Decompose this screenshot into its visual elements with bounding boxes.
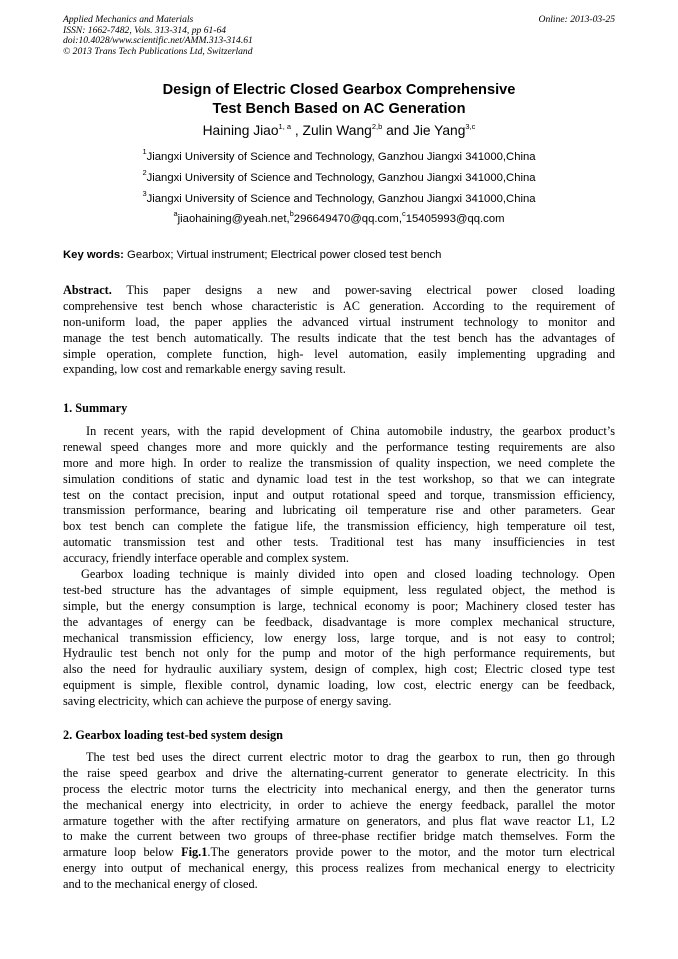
paragraph-line: armature together with the after rectifying armature on generators, and plus flat wave reactor L1, L2 <box>63 813 615 828</box>
abstract-label: Abstract. <box>63 283 112 297</box>
author-emails <box>63 209 615 226</box>
online-date: Online: 2013-03-25 <box>538 14 615 25</box>
paragraph-line: simulation conditions of static and dynamic load test in the test workshop, so that we can integrate <box>63 471 615 486</box>
affiliation-1 <box>63 147 615 164</box>
author-2: Zulin Wang <box>302 123 372 138</box>
keywords-label: Key words: <box>63 249 124 261</box>
affiliation-3-text: Jiangxi University of Science and Technology, Ganzhou Jiangxi 341000,China <box>146 193 536 205</box>
paper-title <box>63 81 615 119</box>
affiliation-1-marker: 1 <box>142 147 147 156</box>
affiliation-2-marker: 2 <box>142 168 147 177</box>
email-c[interactable]: 15405993@qq.com <box>405 213 505 225</box>
paragraph-line: test on the contact precision, input and output rotational speed and torque, transmission efficiency, <box>63 487 615 502</box>
paragraph-line: accuracy, friendly interface operable and complex system. <box>63 551 349 566</box>
author-separator-1: , <box>291 123 303 138</box>
paragraph-line: and to the mechanical energy of closed. <box>63 877 258 892</box>
abstract-line: simple operation, complete function, high- level automation, easily implementing upgrading and <box>63 346 615 361</box>
section-2-heading: 2. Gearbox loading test-bed system design <box>63 728 283 742</box>
affiliation-3 <box>63 189 615 206</box>
abstract-line: manage the test bench automatically. The results indicate that the test bench has the advantages of <box>63 330 615 345</box>
affiliation-3-marker: 3 <box>142 189 147 198</box>
author-2-affil: 2,b <box>371 122 383 131</box>
paragraph-line: automatic transmission test and other tests. Traditional test has many insufficiencies in test <box>63 535 615 550</box>
paragraph-line: more and more high. In order to realize the transmission of quality inspection, we need complete the <box>63 455 615 470</box>
paragraph-line: also the need for hydraulic auxiliary system, design of complex, high cost; Electric closed type test <box>63 662 615 677</box>
section-2-paragraph-1 <box>63 750 615 893</box>
abstract-line: comprehensive test bench whose characteristic is AC generation. According to the requirement of <box>63 298 615 313</box>
paragraph-line: energy into output of mechanical energy, this process realizes from mechanical energy to electricity <box>63 861 615 876</box>
title-line-2: Test Bench Based on AC Generation <box>212 101 466 117</box>
keywords <box>63 248 615 262</box>
section-1-paragraph-2 <box>63 567 615 710</box>
section-1-heading: 1. Summary <box>63 401 128 415</box>
email-b[interactable]: 296649470@qq.com, <box>293 213 402 225</box>
paragraph-line: Gearbox loading technique is mainly divided into open and closed loading technology. Open <box>81 567 615 581</box>
paragraph-line: mechanical transmission efficiency, low energy loss, large torque, and is not easy to control; <box>63 630 615 645</box>
paragraph-line: the advantages of energy can be feedback, disadvantage is more complex mechanical structure, <box>63 614 615 629</box>
paragraph-line: transmission performance, bearing and lubricating oil temperature rise and other parameters. Gear <box>63 503 615 518</box>
journal-header <box>63 15 615 57</box>
paragraph-line: the raise speed gearbox and drive the alternating-current generator to generate electricity. In this <box>63 765 615 780</box>
email-b-marker: b <box>289 209 294 218</box>
paragraph-line: equipment is simple, flexible control, dynamic loading, low cost, electric energy can be feedback, <box>63 678 615 693</box>
paragraph-line: test-bed structure has the advantages of simple equipment, less regulated object, the method is <box>63 582 615 597</box>
author-separator-2: and <box>382 123 413 138</box>
title-line-1: Design of Electric Closed Gearbox Comprehensive <box>162 82 516 98</box>
issn-line: ISSN: 1662-7482, Vols. 313-314, pp 61-64 <box>63 24 227 36</box>
paragraph-line: armature loop below Fig.1.The generators provide power to the motor, and the motor turn electrical <box>63 845 615 860</box>
paragraph-line: Hydraulic test bench not only for the pump and motor of the high performance requirements, but <box>63 646 615 661</box>
paragraph-line: renewal speed changes more and more quickly and the performance testing requirements are also <box>63 439 615 454</box>
affiliation-2-text: Jiangxi University of Science and Technology, Ganzhou Jiangxi 341000,China <box>146 172 536 184</box>
figure-1-reference[interactable]: Fig.1 <box>181 845 208 860</box>
paragraph-line: box test bench can complete the fatigue life, the transmission efficiency, high temperature oil test, <box>63 519 615 534</box>
abstract-line: expanding, low cost and remarkable energy saving result. <box>63 362 346 377</box>
email-a[interactable]: jiaohaining@yeah.net, <box>177 213 290 225</box>
author-3: Jie Yang <box>412 123 466 138</box>
copyright-line: © 2013 Trans Tech Publications Ltd, Switzerland <box>63 45 253 57</box>
paragraph-line: In recent years, with the rapid development of China automobile industry, the gearbox product’s <box>86 424 615 438</box>
email-a-marker: a <box>173 209 178 218</box>
paragraph-line: process the electric motor turns the electricity into mechanical energy, and then the generator turns <box>63 781 615 796</box>
paragraph-line: to make the current between two groups of three-phase rectifier bridge match themselves. Form the <box>63 829 615 844</box>
affiliation-2 <box>63 168 615 185</box>
paragraph-line: saving electricity, which can achieve the purpose of energy saving. <box>63 694 392 709</box>
email-c-marker: c <box>401 209 406 218</box>
journal-name: Applied Mechanics and Materials <box>63 14 194 25</box>
author-1: Haining Jiao <box>202 123 279 138</box>
doi-line: doi:10.4028/www.scientific.net/AMM.313-314.61 <box>63 35 253 47</box>
keywords-text: Gearbox; Virtual instrument; Electrical power closed test bench <box>123 249 442 261</box>
abstract-line: non-uniform load, the paper applies the advanced virtual instrument technology to monitor and <box>63 314 615 329</box>
section-1-paragraph-1 <box>63 424 615 567</box>
author-1-affil: 1, a <box>278 122 292 131</box>
abstract <box>63 283 615 378</box>
author-list <box>63 122 615 140</box>
affiliation-1-text: Jiangxi University of Science and Technology, Ganzhou Jiangxi 341000,China <box>146 151 536 163</box>
abstract-line: Abstract. This paper designs a new and power-saving electrical power closed loading <box>63 283 615 297</box>
author-3-affil: 3,c <box>465 122 476 131</box>
paragraph-line: The test bed uses the direct current electric motor to drag the gearbox to run, then go through <box>86 750 615 764</box>
paragraph-line: simple, but the energy consumption is large, technical economy is poor; Machinery closed tester has <box>63 598 615 613</box>
paragraph-line: the mechanical energy into electricity, in order to achieve the energy feedback, parallel the motor <box>63 797 615 812</box>
